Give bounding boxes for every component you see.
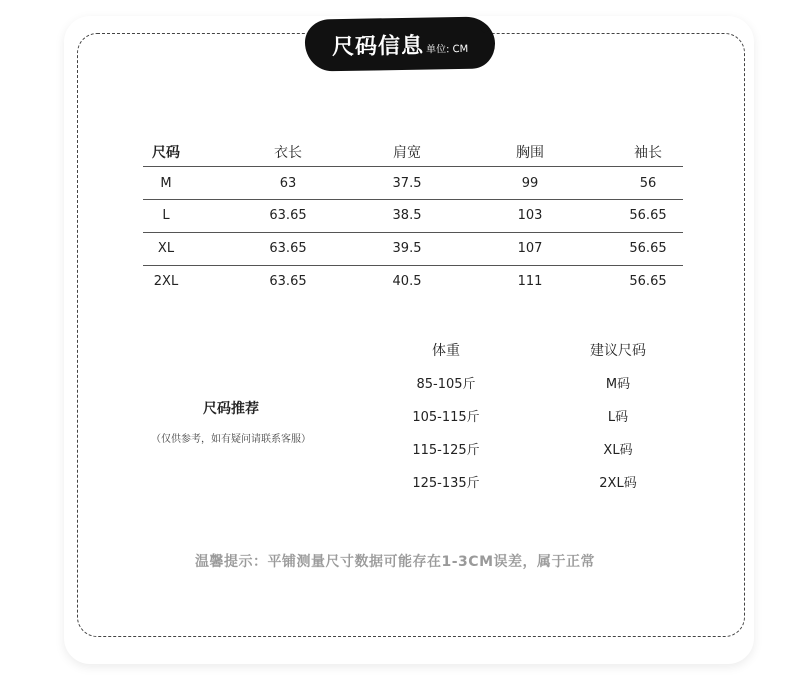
table-cell: L [162, 208, 170, 223]
recommendation-header: 体重 [432, 343, 460, 359]
table-cell: 37.5 [392, 176, 422, 191]
table-cell: 56.65 [629, 208, 667, 223]
section-title: 尺码信息 [331, 33, 425, 60]
table-cell: 103 [517, 208, 543, 223]
table-cell: 56 [639, 176, 657, 191]
table-rule [143, 265, 683, 266]
table-cell: 2XL [153, 274, 179, 289]
table-cell: 56.65 [629, 274, 667, 289]
table-cell: 63.65 [269, 208, 307, 223]
table-cell: 111 [517, 274, 543, 289]
size-table [0, 0, 790, 300]
recommendation-cell: XL码 [603, 443, 633, 458]
recommendation-cell: 115-125斤 [412, 443, 480, 458]
table-cell: 56.65 [629, 241, 667, 256]
column-header: 胸围 [516, 145, 544, 161]
table-rule [143, 166, 683, 167]
tip-text: 温馨提示：平铺测量尺寸数据可能存在1-3CM误差，属于正常 [195, 554, 595, 570]
table-cell: 39.5 [392, 241, 422, 256]
table-cell: 107 [517, 241, 543, 256]
recommendation-cell: M码 [605, 377, 631, 392]
table-cell: XL [157, 241, 175, 256]
recommendation-cell: L码 [607, 410, 629, 425]
table-cell: 63 [279, 176, 297, 191]
table-rule [143, 199, 683, 200]
recommendation-cell: 2XL码 [599, 476, 637, 491]
recommendation-note: （仅供参考，如有疑问请联系客服） [151, 434, 311, 445]
table-cell: M [160, 176, 172, 191]
column-header: 尺码 [152, 145, 180, 161]
recommendation-cell: 85-105斤 [416, 377, 476, 392]
column-header: 袖长 [634, 145, 662, 161]
column-header: 衣长 [274, 145, 302, 161]
table-cell: 99 [521, 176, 539, 191]
recommendation-cell: 105-115斤 [412, 410, 480, 425]
unit-label: 单位: CM [425, 43, 469, 56]
recommendation-title: 尺码推荐 [203, 401, 259, 417]
table-cell: 63.65 [269, 241, 307, 256]
table-rule [143, 232, 683, 233]
recommendation-header: 建议尺码 [590, 343, 646, 359]
table-cell: 38.5 [392, 208, 422, 223]
recommendation-cell: 125-135斤 [412, 476, 480, 491]
column-header: 肩宽 [393, 145, 421, 161]
table-cell: 63.65 [269, 274, 307, 289]
table-cell: 40.5 [392, 274, 422, 289]
